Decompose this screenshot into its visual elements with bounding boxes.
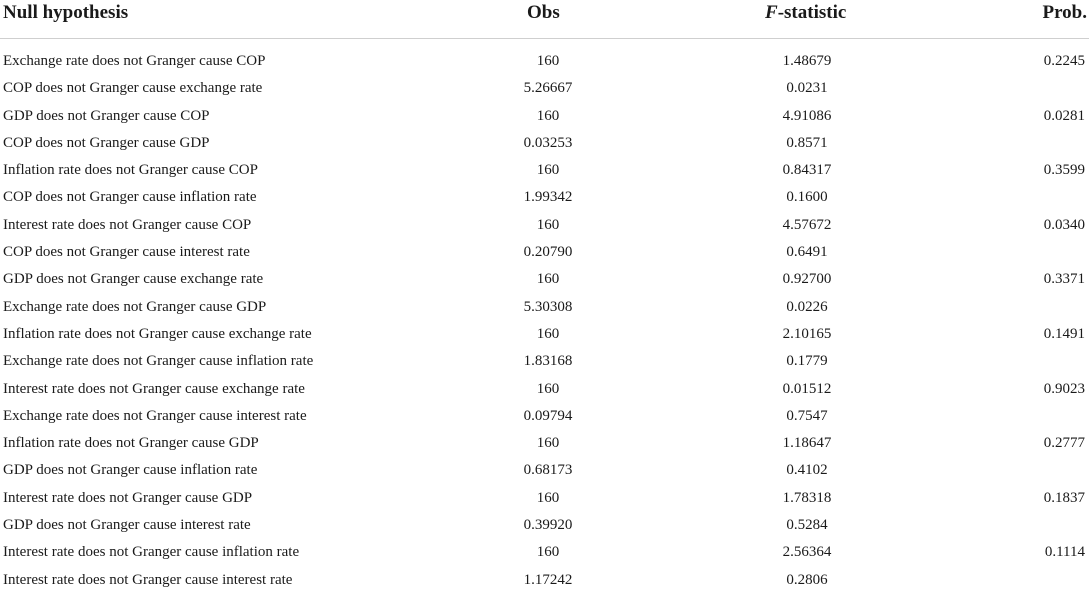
hypothesis-cell: COP does not Granger cause interest rate: [3, 244, 250, 261]
obs-cell: 160: [536, 216, 560, 233]
obs-cell: 160: [536, 271, 560, 288]
table-row: [0, 158, 1089, 185]
prob-cell: 0.0281: [1043, 107, 1085, 124]
f-statistic-cell: 4.91086: [782, 107, 832, 124]
header-prob: Prob.: [1042, 2, 1087, 23]
table-row: [0, 486, 1089, 513]
prob-cell: 0.1114: [1044, 544, 1085, 561]
f-statistic-cell: 0.4102: [786, 462, 828, 479]
table-row: [0, 377, 1089, 404]
f-statistic-cell: 1.48679: [782, 53, 832, 69]
obs-cell: 1.17242: [523, 571, 573, 588]
table-row: [0, 267, 1089, 294]
obs-cell: 0.20790: [523, 244, 573, 261]
table-row: [0, 49, 1089, 76]
table-row: [0, 431, 1089, 458]
hypothesis-cell: Exchange rate does not Granger cause inflation rate: [3, 353, 314, 370]
table-header-row: [0, 0, 1089, 39]
hypothesis-cell: GDP does not Granger cause inflation rate: [3, 462, 258, 479]
obs-cell: 1.99342: [523, 189, 573, 206]
obs-cell: 5.30308: [523, 298, 573, 315]
obs-cell: 160: [536, 325, 560, 342]
hypothesis-cell: GDP does not Granger cause COP: [3, 107, 210, 124]
hypothesis-cell: Interest rate does not Granger cause interest rate: [3, 571, 293, 588]
obs-cell: 5.26667: [523, 80, 573, 97]
f-statistic-cell: 4.57672: [782, 216, 832, 233]
hypothesis-cell: COP does not Granger cause GDP: [3, 134, 210, 151]
table-row: [0, 540, 1089, 567]
hypothesis-cell: COP does not Granger cause exchange rate: [3, 80, 263, 97]
prob-cell: 0.1837: [1043, 489, 1085, 506]
obs-cell: 160: [536, 544, 560, 561]
hypothesis-cell: Exchange rate does not Granger cause interest rate: [3, 407, 307, 424]
f-statistic-cell: 0.5284: [786, 517, 828, 534]
f-statistic-cell: 0.6491: [786, 244, 828, 261]
f-statistic-cell: 0.1600: [786, 189, 828, 206]
table-row: [0, 240, 1089, 267]
obs-cell: 160: [536, 380, 560, 397]
table-row: [0, 404, 1089, 431]
f-statistic-cell: 1.18647: [782, 435, 832, 452]
table-row: [0, 185, 1089, 212]
table-row: [0, 76, 1089, 103]
hypothesis-cell: Exchange rate does not Granger cause COP: [3, 53, 266, 69]
table-row: [0, 322, 1089, 349]
obs-cell: 0.39920: [523, 517, 573, 534]
prob-cell: 0.2777: [1043, 435, 1085, 452]
hypothesis-cell: Inflation rate does not Granger cause COP: [3, 162, 258, 179]
obs-cell: 160: [536, 53, 560, 69]
header-f-suffix: -statistic: [777, 2, 847, 23]
hypothesis-cell: Inflation rate does not Granger cause GDP: [3, 435, 259, 452]
obs-cell: 0.09794: [523, 407, 573, 424]
obs-cell: 160: [536, 162, 560, 179]
header-obs: Obs: [527, 2, 560, 23]
hypothesis-cell: COP does not Granger cause inflation rate: [3, 189, 257, 206]
table-row: [0, 213, 1089, 240]
f-statistic-cell: 0.0226: [786, 298, 828, 315]
table-row: [0, 131, 1089, 158]
f-statistic-cell: 2.56364: [782, 544, 832, 561]
obs-cell: 0.03253: [523, 134, 573, 151]
hypothesis-cell: Exchange rate does not Granger cause GDP: [3, 298, 267, 315]
prob-cell: 0.3599: [1043, 162, 1085, 179]
hypothesis-cell: Interest rate does not Granger cause exchange rate: [3, 380, 305, 397]
prob-cell: 0.1491: [1043, 325, 1085, 342]
obs-cell: 160: [536, 435, 560, 452]
header-f-statistic: [765, 2, 846, 24]
f-statistic-cell: 0.1779: [786, 353, 828, 370]
table-body: [0, 49, 1089, 595]
f-statistic-cell: 0.8571: [786, 134, 828, 151]
f-statistic-cell: 2.10165: [782, 325, 832, 342]
prob-cell: 0.9023: [1043, 380, 1085, 397]
table-row: [0, 104, 1089, 131]
f-statistic-cell: 0.92700: [782, 271, 832, 288]
table-row: [0, 458, 1089, 485]
hypothesis-cell: Inflation rate does not Granger cause exchange rate: [3, 325, 312, 342]
header-f-symbol: F: [765, 2, 778, 23]
prob-cell: 0.0340: [1043, 216, 1085, 233]
hypothesis-cell: Interest rate does not Granger cause inflation rate: [3, 544, 300, 561]
table-row: [0, 513, 1089, 540]
obs-cell: 160: [536, 107, 560, 124]
table-row: [0, 349, 1089, 376]
header-null-hypothesis: Null hypothesis: [3, 2, 129, 23]
hypothesis-cell: GDP does not Granger cause interest rate: [3, 517, 251, 534]
f-statistic-cell: 0.01512: [782, 380, 832, 397]
f-statistic-cell: 0.84317: [782, 162, 832, 179]
prob-cell: 0.2245: [1043, 53, 1085, 69]
f-statistic-cell: 0.7547: [786, 407, 828, 424]
obs-cell: 160: [536, 489, 560, 506]
f-statistic-cell: 1.78318: [782, 489, 832, 506]
table-row: [0, 568, 1089, 595]
hypothesis-cell: Interest rate does not Granger cause GDP: [3, 489, 253, 506]
obs-cell: 0.68173: [523, 462, 573, 479]
table-row: [0, 295, 1089, 322]
hypothesis-cell: GDP does not Granger cause exchange rate: [3, 271, 264, 288]
f-statistic-cell: 0.2806: [786, 571, 828, 588]
prob-cell: 0.3371: [1043, 271, 1085, 288]
f-statistic-cell: 0.0231: [786, 80, 828, 97]
hypothesis-cell: Interest rate does not Granger cause COP: [3, 216, 252, 233]
obs-cell: 1.83168: [523, 353, 573, 370]
